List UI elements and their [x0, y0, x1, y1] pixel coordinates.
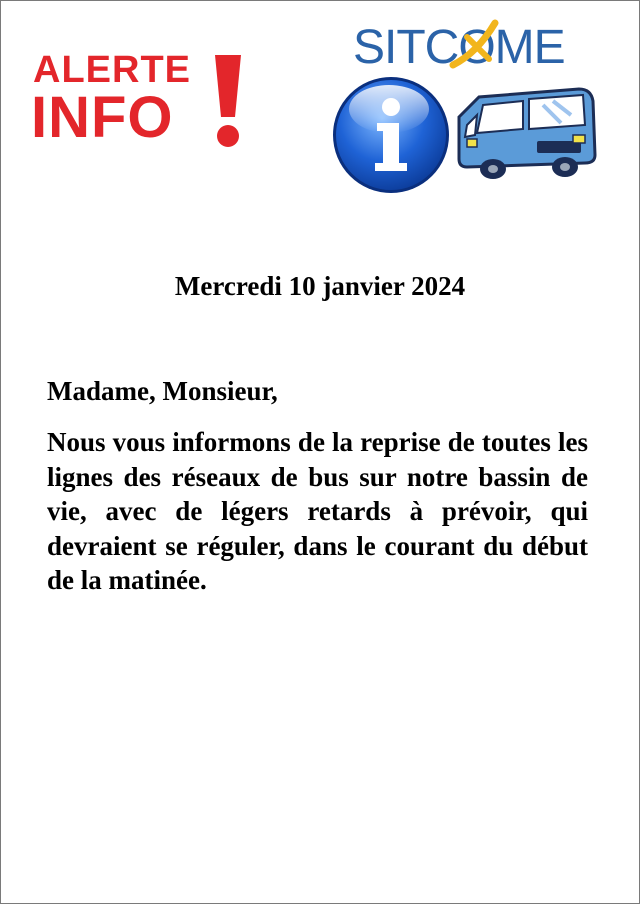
info-word: INFO — [31, 85, 174, 150]
info-circle-icon — [331, 75, 451, 195]
sitcome-brand: SITCOME — [353, 21, 565, 74]
alerte-word: ALERTE — [33, 49, 191, 91]
notice-date: Mercredi 10 janvier 2024 — [174, 271, 466, 301]
sitcome-swoosh-icon — [449, 19, 509, 75]
exclamation-icon — [211, 53, 245, 149]
bus-icon — [453, 83, 599, 183]
salutation: Madame, Monsieur, — [47, 376, 278, 406]
alerte-info-logo — [31, 51, 246, 151]
notice-message: Nous vous informons de la reprise de toutes les lignes des réseaux de bus sur notre bassin de vie, avec de légers retards à prévoir, qui devraient se réguler, dans le courant du début de la matinée. — [47, 427, 588, 595]
sitcome-logo — [353, 19, 573, 75]
